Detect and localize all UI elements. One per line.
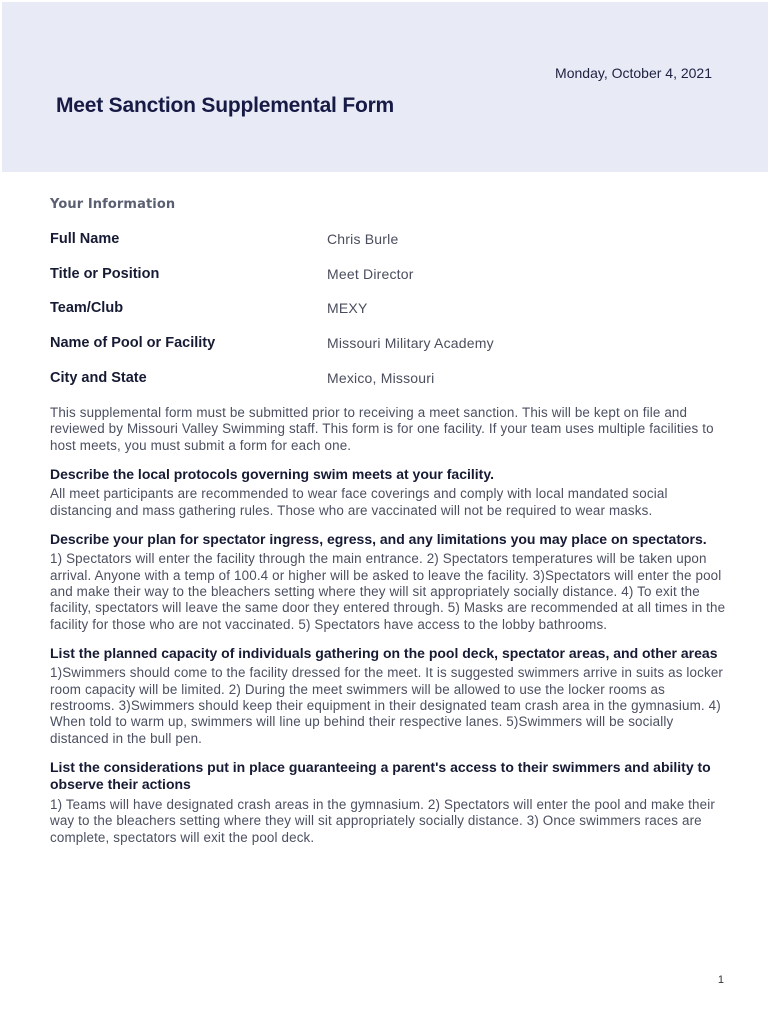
info-row-facility — [50, 326, 726, 361]
answer-paragraph: 1) Spectators will enter the facility through the main entrance. 2) Spectators temperatures will be taken upon arrival. Anyone with a temp of 100.4 or higher will be asked to leave the facility. 3)Spectators will enter the pool and make their way to the bleachers setting where they will sit appropriately socially distance. 4) To exit the facility, spectators will leave the same door they entered through. 5) Masks are recommended at all times in the facility for those who are not vaccinated. 5) Spectators have access to the lobby bathrooms. — [50, 551, 726, 632]
answer-paragraph: All meet participants are recommended to wear face coverings and comply with local mandated social distancing and mass gathering rules. Those who are vaccinated will not be required to wear masks. — [50, 486, 668, 518]
info-label: Team/Club — [50, 300, 124, 317]
question-heading: List the considerations put in place guaranteeing a parent's access to their swimmers and ability to observe their actions — [50, 758, 711, 793]
page-number: 1 — [717, 974, 724, 986]
info-row-team — [50, 291, 726, 326]
info-value: Missouri Military Academy — [327, 335, 494, 352]
info-label: City and State — [50, 369, 147, 386]
info-label: Title or Position — [50, 265, 160, 282]
info-value: MEXY — [327, 300, 368, 317]
form-content — [50, 197, 726, 846]
answer-paragraph: 1)Swimmers should come to the facility dressed for the meet. It is suggested swimmers arrive in suits as locker room capacity will be limited. 2) During the meet swimmers will be allowed to use the locker rooms as restrooms. 3)Swimmers should keep their equipment in their designated team crash area in the gymnasium. 4) When told to warm up, swimmers will line up behind their respective lanes. 5)Swimmers will be socially distanced in the bull pen. — [50, 665, 724, 746]
info-label: Full Name — [50, 231, 120, 248]
info-value: Mexico, Missouri — [327, 369, 435, 386]
info-row-full-name — [50, 222, 726, 257]
answer-paragraph: 1) Teams will have designated crash areas in the gymnasium. 2) Spectators will enter the pool and make their way to the bleachers setting where they will sit appropriately socially distance. 3) Once swimmers races are complete, spectators will exit the pool deck. — [50, 796, 715, 845]
question-heading: Describe the local protocols governing swim meets at your facility. — [50, 465, 494, 482]
form-date: Monday, October 4, 2021 — [555, 65, 712, 81]
question-heading: Describe your plan for spectator ingress, egress, and any limitations you may place on spectators. — [50, 530, 707, 547]
form-title: Meet Sanction Supplemental Form — [56, 94, 395, 117]
intro-paragraph: This supplemental form must be submitted prior to receiving a meet sanction. This will be kept on file and reviewed by Missouri Valley Swimming staff. This form is for one facility. If your team uses multiple facilities to host meets, you must submit a form for each one. — [50, 404, 714, 453]
info-value: Meet Director — [327, 265, 414, 282]
question-heading: List the planned capacity of individuals gathering on the pool deck, spectator areas, and other areas — [50, 644, 718, 661]
section-label-your-information: Your Information — [50, 197, 176, 212]
info-label: Name of Pool or Facility — [50, 335, 216, 352]
form-header — [2, 2, 768, 172]
info-value: Chris Burle — [327, 231, 399, 248]
info-row-city-state — [50, 360, 726, 395]
info-row-title — [50, 257, 726, 292]
